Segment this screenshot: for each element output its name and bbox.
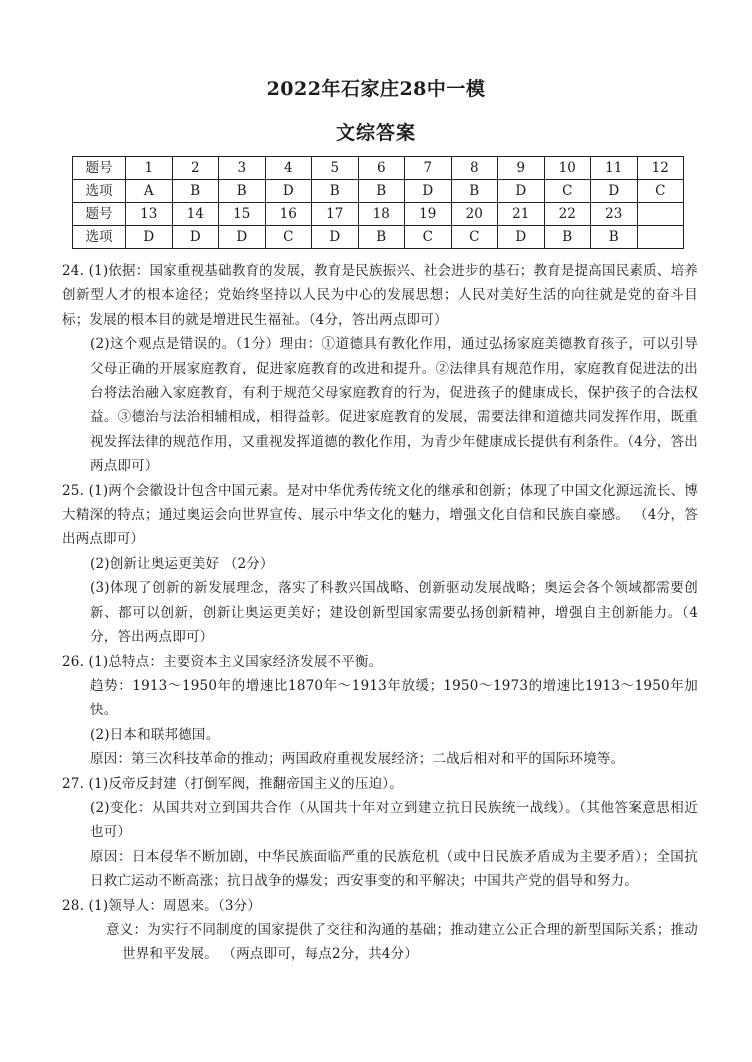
answer-cell: 14 <box>172 203 219 226</box>
answer-cell: 3 <box>219 157 266 180</box>
answer-cell: D <box>498 180 545 203</box>
row-label: 选项 <box>73 226 126 249</box>
answer-cell: A <box>126 180 173 203</box>
answer-cell: C <box>637 180 684 203</box>
answer-cell: D <box>172 226 219 249</box>
answer-cell: D <box>498 226 545 249</box>
answer-cell: B <box>544 226 591 249</box>
answer-cell: B <box>358 226 405 249</box>
answer-cell: B <box>358 180 405 203</box>
answer-cell: 19 <box>405 203 452 226</box>
answer-cell <box>637 226 684 249</box>
answer-table-row <box>73 203 684 226</box>
answer-paragraph: (2)这个观点是错误的。（1分）理由：①道德具有教化作用，通过弘扬家庭美德教育孩子，可以引导父母正确的开展家庭教育，促进家庭教育的改进和提升。②法律具有规范作用，家庭教育促进法的出台将法治融入家庭教育，有利于规范父母家庭教育的行为，促进孩子的健康成长，保护孩子的合法权益。③德治与法治相辅相成，相得益彰。促进家庭教育的发展，需要法律和道德共同发挥作用，既重视发挥法律的规范作用，又重视发挥道德的教化作用，为青少年健康成长提供有利条件。（4分，答出两点即可） <box>90 336 698 475</box>
answer-paragraph: 27. (1)反帝反封建（打倒军阀，推翻帝国主义的压迫）。 <box>62 775 403 792</box>
answer-cell: 8 <box>451 157 498 180</box>
answer-cell: 11 <box>591 157 638 180</box>
answer-cell: 9 <box>498 157 545 180</box>
answer-cell: D <box>312 226 359 249</box>
answer-cell: D <box>265 180 312 203</box>
answer-cell: 21 <box>498 203 545 226</box>
answer-table-row <box>73 157 684 180</box>
answer-cell: B <box>451 180 498 203</box>
document-title: 2022年石家庄28中一模 <box>266 78 486 100</box>
answer-cell: 1 <box>126 157 173 180</box>
answer-paragraph: (2)日本和联邦德国。 <box>90 726 220 743</box>
answer-cell: D <box>126 226 173 249</box>
answer-cell: 10 <box>544 157 591 180</box>
answer-cell: 20 <box>451 203 498 226</box>
answer-cell: D <box>219 226 266 249</box>
answer-cell: C <box>405 226 452 249</box>
answer-paragraph: 意义：为实行不同制度的国家提供了交往和沟通的基础；推动建立公正合理的新型国际关系；推动世界和平发展。 （两点即可，每点2分，共4分） <box>106 921 698 963</box>
answer-cell: 5 <box>312 157 359 180</box>
row-label: 选项 <box>73 180 126 203</box>
answer-cell: 2 <box>172 157 219 180</box>
answer-cell: B <box>219 180 266 203</box>
answer-cell: B <box>172 180 219 203</box>
row-label: 题号 <box>73 157 126 180</box>
answer-cell: 4 <box>265 157 312 180</box>
answer-cell: 12 <box>637 157 684 180</box>
answer-paragraph: (3)体现了创新的新发展理念，落实了科教兴国战略、创新驱动发展战略；奥运会各个领域都需要创新、都可以创新，创新让奥运更美好；建设创新型国家需要弘扬创新精神，增强自主创新能力。（4分，答出两点即可） <box>90 580 698 646</box>
answer-cell: C <box>265 226 312 249</box>
answer-cell: 18 <box>358 203 405 226</box>
answer-cell: D <box>405 180 452 203</box>
answer-cell <box>637 203 684 226</box>
answer-cell: 6 <box>358 157 405 180</box>
answer-cell: 7 <box>405 157 452 180</box>
answer-cell: 13 <box>126 203 173 226</box>
document-subtitle: 文综答案 <box>335 122 416 144</box>
answer-paragraph: (2)变化：从国共对立到国共合作（从国共十年对立到建立抗日民族统一战线）。（其他答案意思相近也可） <box>90 799 698 841</box>
answer-cell: B <box>591 226 638 249</box>
answer-table-body <box>73 157 684 249</box>
answer-cell: 16 <box>265 203 312 226</box>
answer-paragraph: 原因：第三次科技革命的推动；两国政府重视发展经济；二战后相对和平的国际环境等。 <box>90 751 625 768</box>
answer-paragraph: (2)创新让奥运更美好 （2分） <box>90 555 274 572</box>
answer-cell: 22 <box>544 203 591 226</box>
answer-paragraph: 26. (1)总特点：主要资本主义国家经济发展不平衡。 <box>62 653 383 670</box>
answer-table-row <box>73 226 684 249</box>
answer-paragraph: 28. (1)领导人：周恩来。（3分） <box>62 897 262 914</box>
answer-cell: 15 <box>219 203 266 226</box>
answer-cell: D <box>591 180 638 203</box>
answer-paragraph: 原因：日本侵华不断加剧，中华民族面临严重的民族危机（或中日民族矛盾成为主要矛盾）；全国抗日救亡运动不断高涨；抗日战争的爆发；西安事变的和平解决；中国共产党的倡导和努力。 <box>90 848 698 890</box>
answer-content <box>62 259 698 967</box>
answer-table <box>72 156 684 249</box>
answer-cell: C <box>451 226 498 249</box>
answer-cell: 17 <box>312 203 359 226</box>
answer-cell: B <box>312 180 359 203</box>
answer-cell: C <box>544 180 591 203</box>
answer-paragraph: 24. (1)依据：国家重视基础教育的发展，教育是民族振兴、社会进步的基石；教育是提高国民素质、培养创新型人才的根本途径；党始终坚持以人民为中心的发展思想；人民对美好生活的向往就是党的奋斗目标；发展的根本目的就是增进民生福祉。（4分，答出两点即可） <box>62 263 698 328</box>
answer-table-row <box>73 180 684 203</box>
answer-paragraph: 趋势：1913～1950年的增速比1870年～1913年放缓；1950～1973的增速比1913～1950年加快。 <box>90 677 698 719</box>
answer-paragraph: 25. (1)两个会徽设计包含中国元素。是对中华优秀传统文化的继承和创新；体现了中国文化源远流长、博大精深的特点；通过奥运会向世界宣传、展示中华文化的魅力，增强文化自信和民族自豪感。 （4分，答出两点即可） <box>62 482 698 548</box>
answer-cell: 23 <box>591 203 638 226</box>
row-label: 题号 <box>73 203 126 226</box>
